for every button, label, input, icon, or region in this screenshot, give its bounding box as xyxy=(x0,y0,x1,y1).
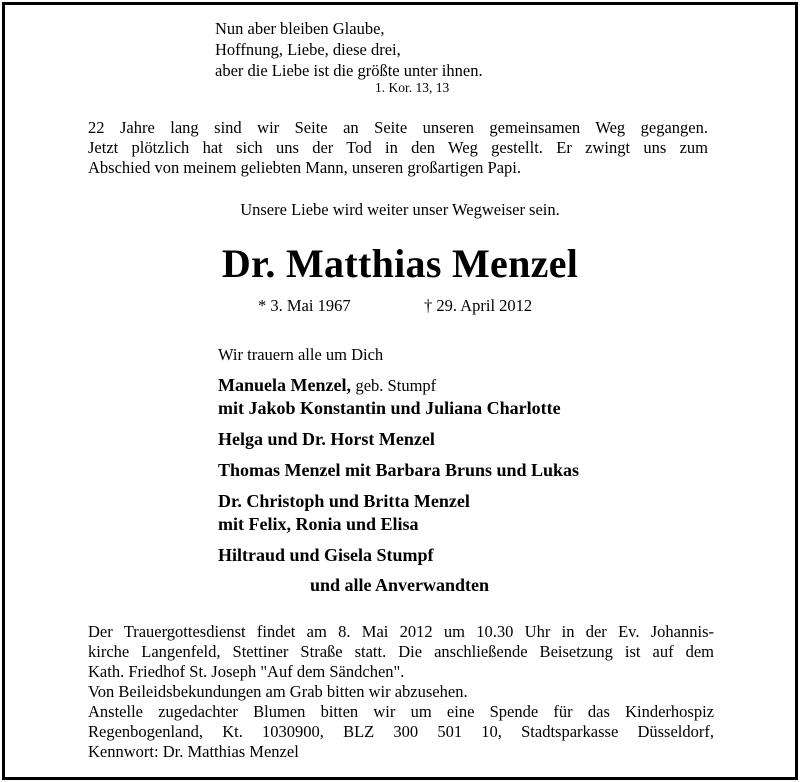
mourner-in-laws: Hiltraud und Gisela Stumpf xyxy=(218,545,434,565)
death-date: † 29. April 2012 xyxy=(424,296,533,315)
mourner-wife xyxy=(218,374,436,397)
wife-maiden-name: geb. Stumpf xyxy=(355,376,437,395)
birth-date: * 3. Mai 1967 xyxy=(258,296,351,315)
notice-line: Kath. Friedhof St. Joseph "Auf dem Sändchen". xyxy=(88,662,405,681)
intro-line: Abschied von meinem geliebten Mann, unseren großartigen Papi. xyxy=(88,158,522,177)
notice-line: Regenbogenland, Kt. 1030900, BLZ 300 501 10, Stadtsparkasse Düsseldorf, xyxy=(88,722,714,741)
deceased-name: Dr. Matthias Menzel xyxy=(221,241,579,286)
notice-line: Anstelle zugedachter Blumen bitten wir um eine Spende für das Kinderhospiz xyxy=(88,702,714,721)
verse-line: aber die Liebe ist die größte unter ihnen. xyxy=(215,61,483,80)
verse-line: Nun aber bleiben Glaube, xyxy=(215,19,385,38)
intro-text xyxy=(88,118,708,178)
notice-line: Von Beileidsbekundungen am Grab bitten wir abzusehen. xyxy=(88,682,468,701)
notice-line: Kennwort: Dr. Matthias Menzel xyxy=(88,742,299,761)
verse-line: Hoffnung, Liebe, diese drei, xyxy=(215,40,401,59)
mourners-intro: Wir trauern alle um Dich xyxy=(218,345,384,364)
mourner-brother-children: mit Felix, Ronia und Elisa xyxy=(218,514,419,534)
service-notice xyxy=(88,622,714,762)
wife-name: Manuela Menzel, xyxy=(218,375,351,395)
intro-line: Jetzt plötzlich hat sich uns der Tod in den Weg gestellt. Er zwingt uns zum xyxy=(88,138,708,157)
motto: Unsere Liebe wird weiter unser Wegweiser sein. xyxy=(240,200,560,219)
mourner-relatives: und alle Anverwandten xyxy=(310,575,490,595)
bible-verse xyxy=(215,18,483,81)
verse-reference: 1. Kor. 13, 13 xyxy=(375,80,450,95)
intro-line: 22 Jahre lang sind wir Seite an Seite unseren gemeinsamen Weg gegangen. xyxy=(88,118,708,137)
notice-line: Der Trauergottesdienst findet am 8. Mai 2012 um 10.30 Uhr in der Ev. Johannis- xyxy=(88,622,714,641)
mourner-brother: Thomas Menzel mit Barbara Bruns und Lukas xyxy=(218,460,580,480)
notice-line: kirche Langenfeld, Stettiner Straße statt. Die anschließende Beisetzung ist auf dem xyxy=(88,642,714,661)
mourner-brother: Dr. Christoph und Britta Menzel xyxy=(218,491,470,511)
mourner-parents: Helga und Dr. Horst Menzel xyxy=(218,429,435,449)
mourner-children: mit Jakob Konstantin und Juliana Charlotte xyxy=(218,398,561,418)
